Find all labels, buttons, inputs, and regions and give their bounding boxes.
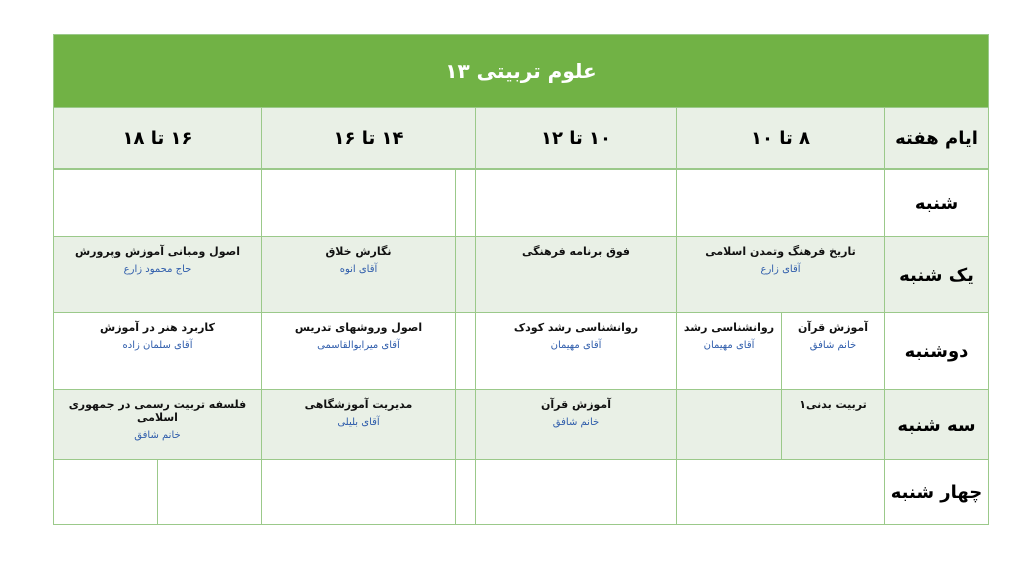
tue-slot-1a-course: تربیت بدنی۱ bbox=[799, 398, 867, 411]
sun-slot-1 bbox=[676, 236, 885, 313]
wed-slot-1 bbox=[676, 459, 885, 525]
mon-slot-2 bbox=[475, 312, 677, 390]
day-3: سه شنبه bbox=[884, 389, 989, 460]
days-label: ایام هفته bbox=[884, 107, 989, 169]
slot-3: ۱۴ تا ۱۶ bbox=[261, 107, 476, 169]
schedule bbox=[53, 34, 989, 525]
wed-slot-4a bbox=[157, 459, 262, 525]
wed-slot-4b bbox=[53, 459, 158, 525]
sat-slot-2 bbox=[475, 169, 677, 237]
mon-slot-1b-course: روانشناسی رشد bbox=[683, 321, 775, 334]
mon-slot-3-course: اصول وروشهای تدریس bbox=[294, 321, 423, 334]
mon-slot-2-course: روانشناسی رشد کودک bbox=[513, 321, 639, 334]
wed-slot-2 bbox=[475, 459, 677, 525]
sat-slot-4 bbox=[53, 169, 262, 237]
sun-slot-1-course: تاریخ فرهنگ وتمدن اسلامی bbox=[705, 245, 856, 258]
mon-slot-1a-course: آموزش قرآن bbox=[797, 321, 869, 334]
wed-slot-3 bbox=[261, 459, 456, 525]
sun-slot-1-teacher: آقای زارع bbox=[760, 264, 801, 275]
mon-gap bbox=[455, 312, 476, 390]
sun-slot-4 bbox=[53, 236, 262, 313]
sun-slot-2 bbox=[475, 236, 677, 313]
sun-slot-4-course: اصول ومبانی آموزش وپرورش bbox=[74, 245, 240, 258]
page-title: علوم تربیتی ۱۳ bbox=[53, 34, 989, 107]
mon-slot-1b-teacher: آقای مهیمان bbox=[703, 340, 755, 351]
slot-4: ۱۶ تا ۱۸ bbox=[53, 107, 262, 169]
tue-slot-1a bbox=[781, 389, 885, 460]
sun-slot-2-course: فوق برنامه فرهنگی bbox=[522, 245, 630, 258]
day-1: یک شنبه bbox=[884, 236, 989, 313]
sat-slot-1 bbox=[676, 169, 885, 237]
tue-slot-3 bbox=[261, 389, 456, 460]
sun-slot-4-teacher: حاج محمود زارع bbox=[123, 264, 192, 275]
tue-slot-2 bbox=[475, 389, 677, 460]
day-2: دوشنبه bbox=[884, 312, 989, 390]
sun-slot-3-course: نگارش خلاق bbox=[325, 245, 392, 258]
mon-slot-1a-teacher: خانم شافق bbox=[809, 340, 857, 351]
tue-slot-4-course: فلسفه تربیت رسمی در جمهوری اسلامی bbox=[68, 398, 247, 424]
sat-gap bbox=[455, 169, 476, 237]
tue-slot-3-teacher: آقای بلیلی bbox=[337, 417, 380, 428]
tue-slot-4-teacher: خانم شافق bbox=[134, 430, 181, 441]
sun-slot-3 bbox=[261, 236, 456, 313]
mon-slot-3 bbox=[261, 312, 456, 390]
mon-slot-1b bbox=[676, 312, 782, 390]
mon-slot-4-teacher: آقای سلمان زاده bbox=[122, 340, 193, 351]
tue-slot-2-teacher: خانم شافق bbox=[552, 417, 600, 428]
tue-gap bbox=[455, 389, 476, 460]
sun-gap bbox=[455, 236, 476, 313]
mon-slot-3-teacher: آقای میرابوالقاسمی bbox=[317, 340, 400, 351]
mon-slot-4 bbox=[53, 312, 262, 390]
tue-slot-4 bbox=[53, 389, 262, 460]
mon-slot-4-course: کاربرد هنر در آموزش bbox=[100, 321, 215, 334]
sat-slot-3 bbox=[261, 169, 456, 237]
tue-slot-3-course: مدیریت آموزشگاهی bbox=[304, 398, 413, 411]
slot-2: ۱۰ تا ۱۲ bbox=[475, 107, 677, 169]
slot-1: ۸ تا ۱۰ bbox=[676, 107, 885, 169]
wed-gap bbox=[455, 459, 476, 525]
tue-slot-1b bbox=[676, 389, 782, 460]
day-4: چهار شنبه bbox=[884, 459, 989, 525]
day-0: شنبه bbox=[884, 169, 989, 237]
sun-slot-3-teacher: آقای انوه bbox=[339, 264, 378, 275]
tue-slot-2-course: آموزش قرآن bbox=[540, 398, 612, 411]
mon-slot-1a bbox=[781, 312, 885, 390]
mon-slot-2-teacher: آقای مهیمان bbox=[550, 340, 602, 351]
